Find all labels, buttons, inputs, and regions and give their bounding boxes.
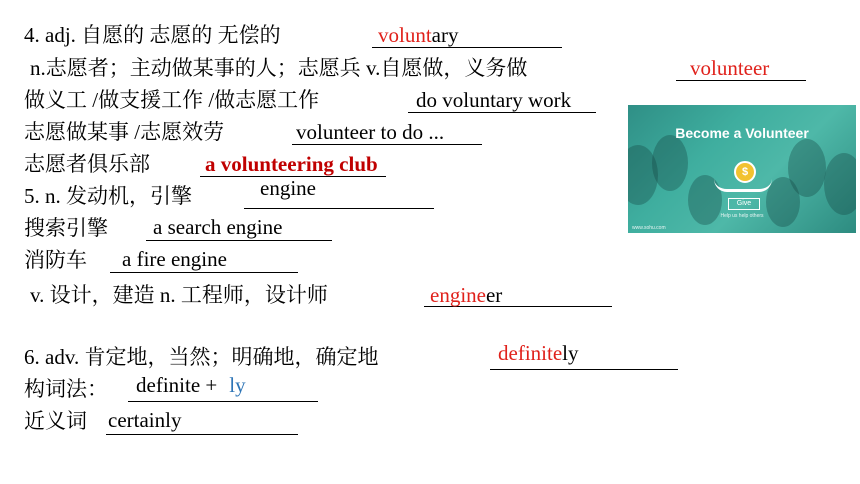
answer-do-voluntary-work: do voluntary work	[416, 88, 572, 112]
prompt-line-7: 搜索引擎	[24, 216, 108, 240]
answer-engine: engine	[260, 176, 316, 200]
answer-ly: ly	[229, 373, 246, 397]
answer-blank-6	[244, 208, 434, 209]
answer-definite-plus: definite +	[136, 373, 218, 397]
answer-voluntary-red: volunt	[378, 23, 432, 47]
crowd-silhouette	[652, 135, 688, 191]
coin-icon: $	[734, 161, 756, 183]
prompt-line-5: 志愿者俱乐部	[24, 152, 150, 176]
prompt-line-2: n.志愿者；主动做某事的人；志愿兵 v.自愿做，义务做	[30, 56, 528, 80]
answer-volunteer: volunteer	[690, 56, 770, 80]
hand-icon	[714, 179, 772, 192]
answer-engineer-red: engine	[430, 283, 486, 307]
answer-definitely-red: definite	[498, 341, 563, 365]
prompt-line-9: v. 设计，建造 n. 工程师，设计师	[30, 283, 328, 307]
answer-word-formation	[136, 372, 246, 398]
prompt-line-4: 志愿做某事 /志愿效劳	[24, 120, 225, 144]
answer-search-engine: a search engine	[153, 215, 283, 239]
answer-blank-12	[106, 434, 298, 435]
answer-volunteer-to-do: volunteer to do ...	[296, 120, 445, 144]
prompt-line-10: 6. adv. 肯定地，当然；明确地，确定地	[24, 345, 379, 369]
answer-blank-8	[110, 272, 298, 273]
answer-blank-7	[146, 240, 332, 241]
prompt-line-11: 构词法：	[24, 377, 108, 401]
prompt-line-12: 近义词	[24, 409, 87, 433]
prompt-line-1: 4. adj. 自愿的 志愿的 无偿的	[24, 23, 281, 47]
prompt-line-8: 消防车	[24, 248, 87, 272]
answer-engineer-black: er	[485, 283, 503, 307]
volunteer-image	[628, 105, 856, 233]
answer-blank-11	[128, 401, 318, 402]
answer-definitely-black: ly	[562, 341, 579, 365]
card-watermark: www.sohu.com	[632, 225, 666, 231]
answer-definitely	[498, 340, 578, 366]
answer-fire-engine: a fire engine	[122, 247, 227, 271]
card-title: Become a Volunteer	[675, 125, 809, 141]
prompt-line-3: 做义工 /做支援工作 /做志愿工作	[24, 88, 320, 112]
answer-volunteering-club: a volunteering club	[205, 152, 378, 176]
give-button: Give	[728, 198, 760, 210]
answer-engineer	[430, 282, 502, 308]
answer-voluntary-black: ary	[431, 23, 459, 47]
answer-voluntary	[378, 22, 459, 48]
crowd-silhouette	[824, 153, 856, 215]
crowd-silhouette	[766, 177, 800, 227]
prompt-line-6: 5. n. 发动机，引擎	[24, 184, 192, 208]
answer-certainly: certainly	[108, 408, 182, 432]
card-subtitle: Help us help others	[720, 213, 764, 219]
answer-blank-10	[490, 369, 678, 370]
